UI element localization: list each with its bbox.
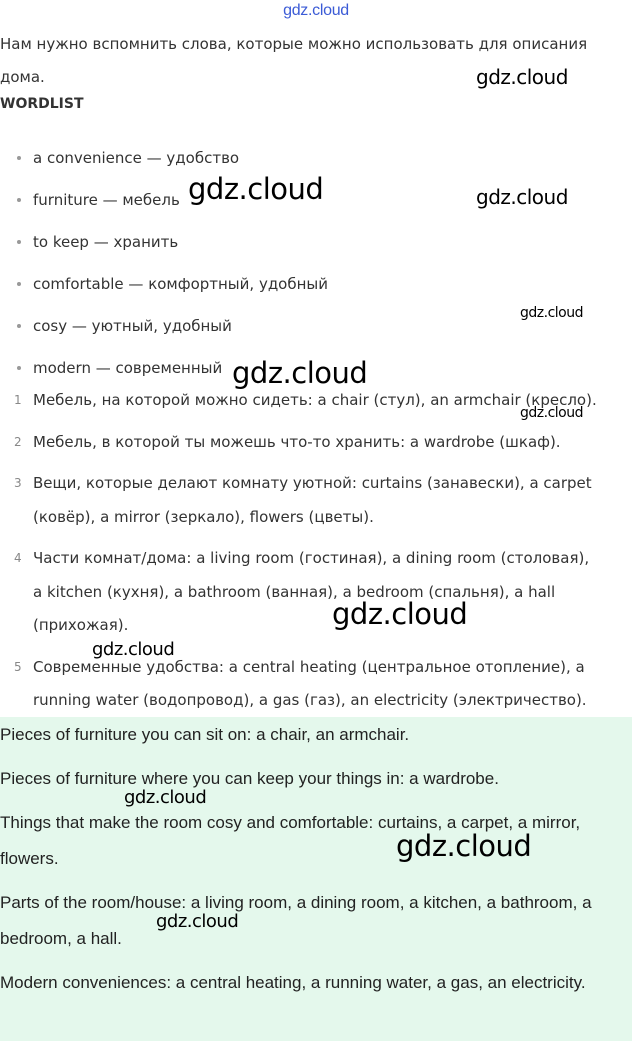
task-number: 3 <box>14 476 22 490</box>
watermark: gdz.cloud <box>396 829 532 863</box>
word-item: modern — современный <box>0 350 620 392</box>
task-number: 1 <box>14 393 22 407</box>
answer-block <box>0 717 632 1041</box>
word-item: furniture — мебель <box>0 182 620 224</box>
task-item <box>0 651 600 718</box>
task-text: Мебель, в которой ты можешь что-то хранить: a wardrobe (шкаф). <box>33 432 561 451</box>
task-item <box>0 426 600 460</box>
site-logo[interactable]: gdz.cloud <box>283 2 349 19</box>
task-number: 2 <box>14 434 22 449</box>
watermark: gdz.cloud <box>124 787 207 808</box>
watermark: gdz.cloud <box>520 305 583 321</box>
task-text: Части комнат/дома: a living room (гостиная), a dining room (столовая), a kitchen (кухня), a bathroom (ванная), a bedroom (спальня), a hall (прихожая). <box>33 549 590 634</box>
watermark: gdz.cloud <box>156 911 239 932</box>
word-item: to keep — хранить <box>0 224 620 266</box>
task-text: Современные удобства: a central heating (центральное отопление), a running water (водопровод), a gas (газ), an electricity (электричество). <box>33 657 587 709</box>
answer-line: Modern conveniences: a central heating, a running water, a gas, an electricity. <box>0 973 586 992</box>
task-number: 5 <box>14 659 22 674</box>
watermark: gdz.cloud <box>332 597 468 631</box>
task-item <box>0 467 600 534</box>
task-text: Мебель, на которой можно сидеть: a chair (стул), an armchair (кресло). <box>33 391 597 409</box>
word-item: cosy — уютный, удобный <box>0 308 620 350</box>
word-item: a convenience — удобство <box>0 140 620 182</box>
watermark: gdz.cloud <box>520 405 583 421</box>
task-list <box>0 384 600 726</box>
watermark: gdz.cloud <box>92 639 175 660</box>
task-number: 4 <box>14 551 22 565</box>
watermark: gdz.cloud <box>476 185 568 209</box>
answer-line: Things that make the room cosy and comfortable: curtains, a carpet, a mirror, flowers. <box>0 813 581 868</box>
task-text: Вещи, которые делают комнату уютной: curtains (занавески), a carpet (ковёр), a mirror (зеркало), flowers (цветы). <box>33 474 592 526</box>
task-item <box>0 542 600 643</box>
word-item: comfortable — комфортный, удобный <box>0 266 620 308</box>
intro-text: Нам нужно вспомнить слова, которые можно использовать для описания дома. <box>0 35 588 86</box>
watermark: gdz.cloud <box>188 172 324 206</box>
wordlist-heading: WORDLIST <box>0 96 84 112</box>
watermark: gdz.cloud <box>232 356 368 390</box>
answer-line: Parts of the room/house: a living room, a dining room, a kitchen, a bathroom, a bedroom, a hall. <box>0 893 592 948</box>
answer-line: Pieces of furniture where you can keep your things in: a wardrobe. <box>0 769 499 788</box>
answer-line: Pieces of furniture you can sit on: a chair, an armchair. <box>0 725 410 744</box>
watermark: gdz.cloud <box>476 65 568 89</box>
